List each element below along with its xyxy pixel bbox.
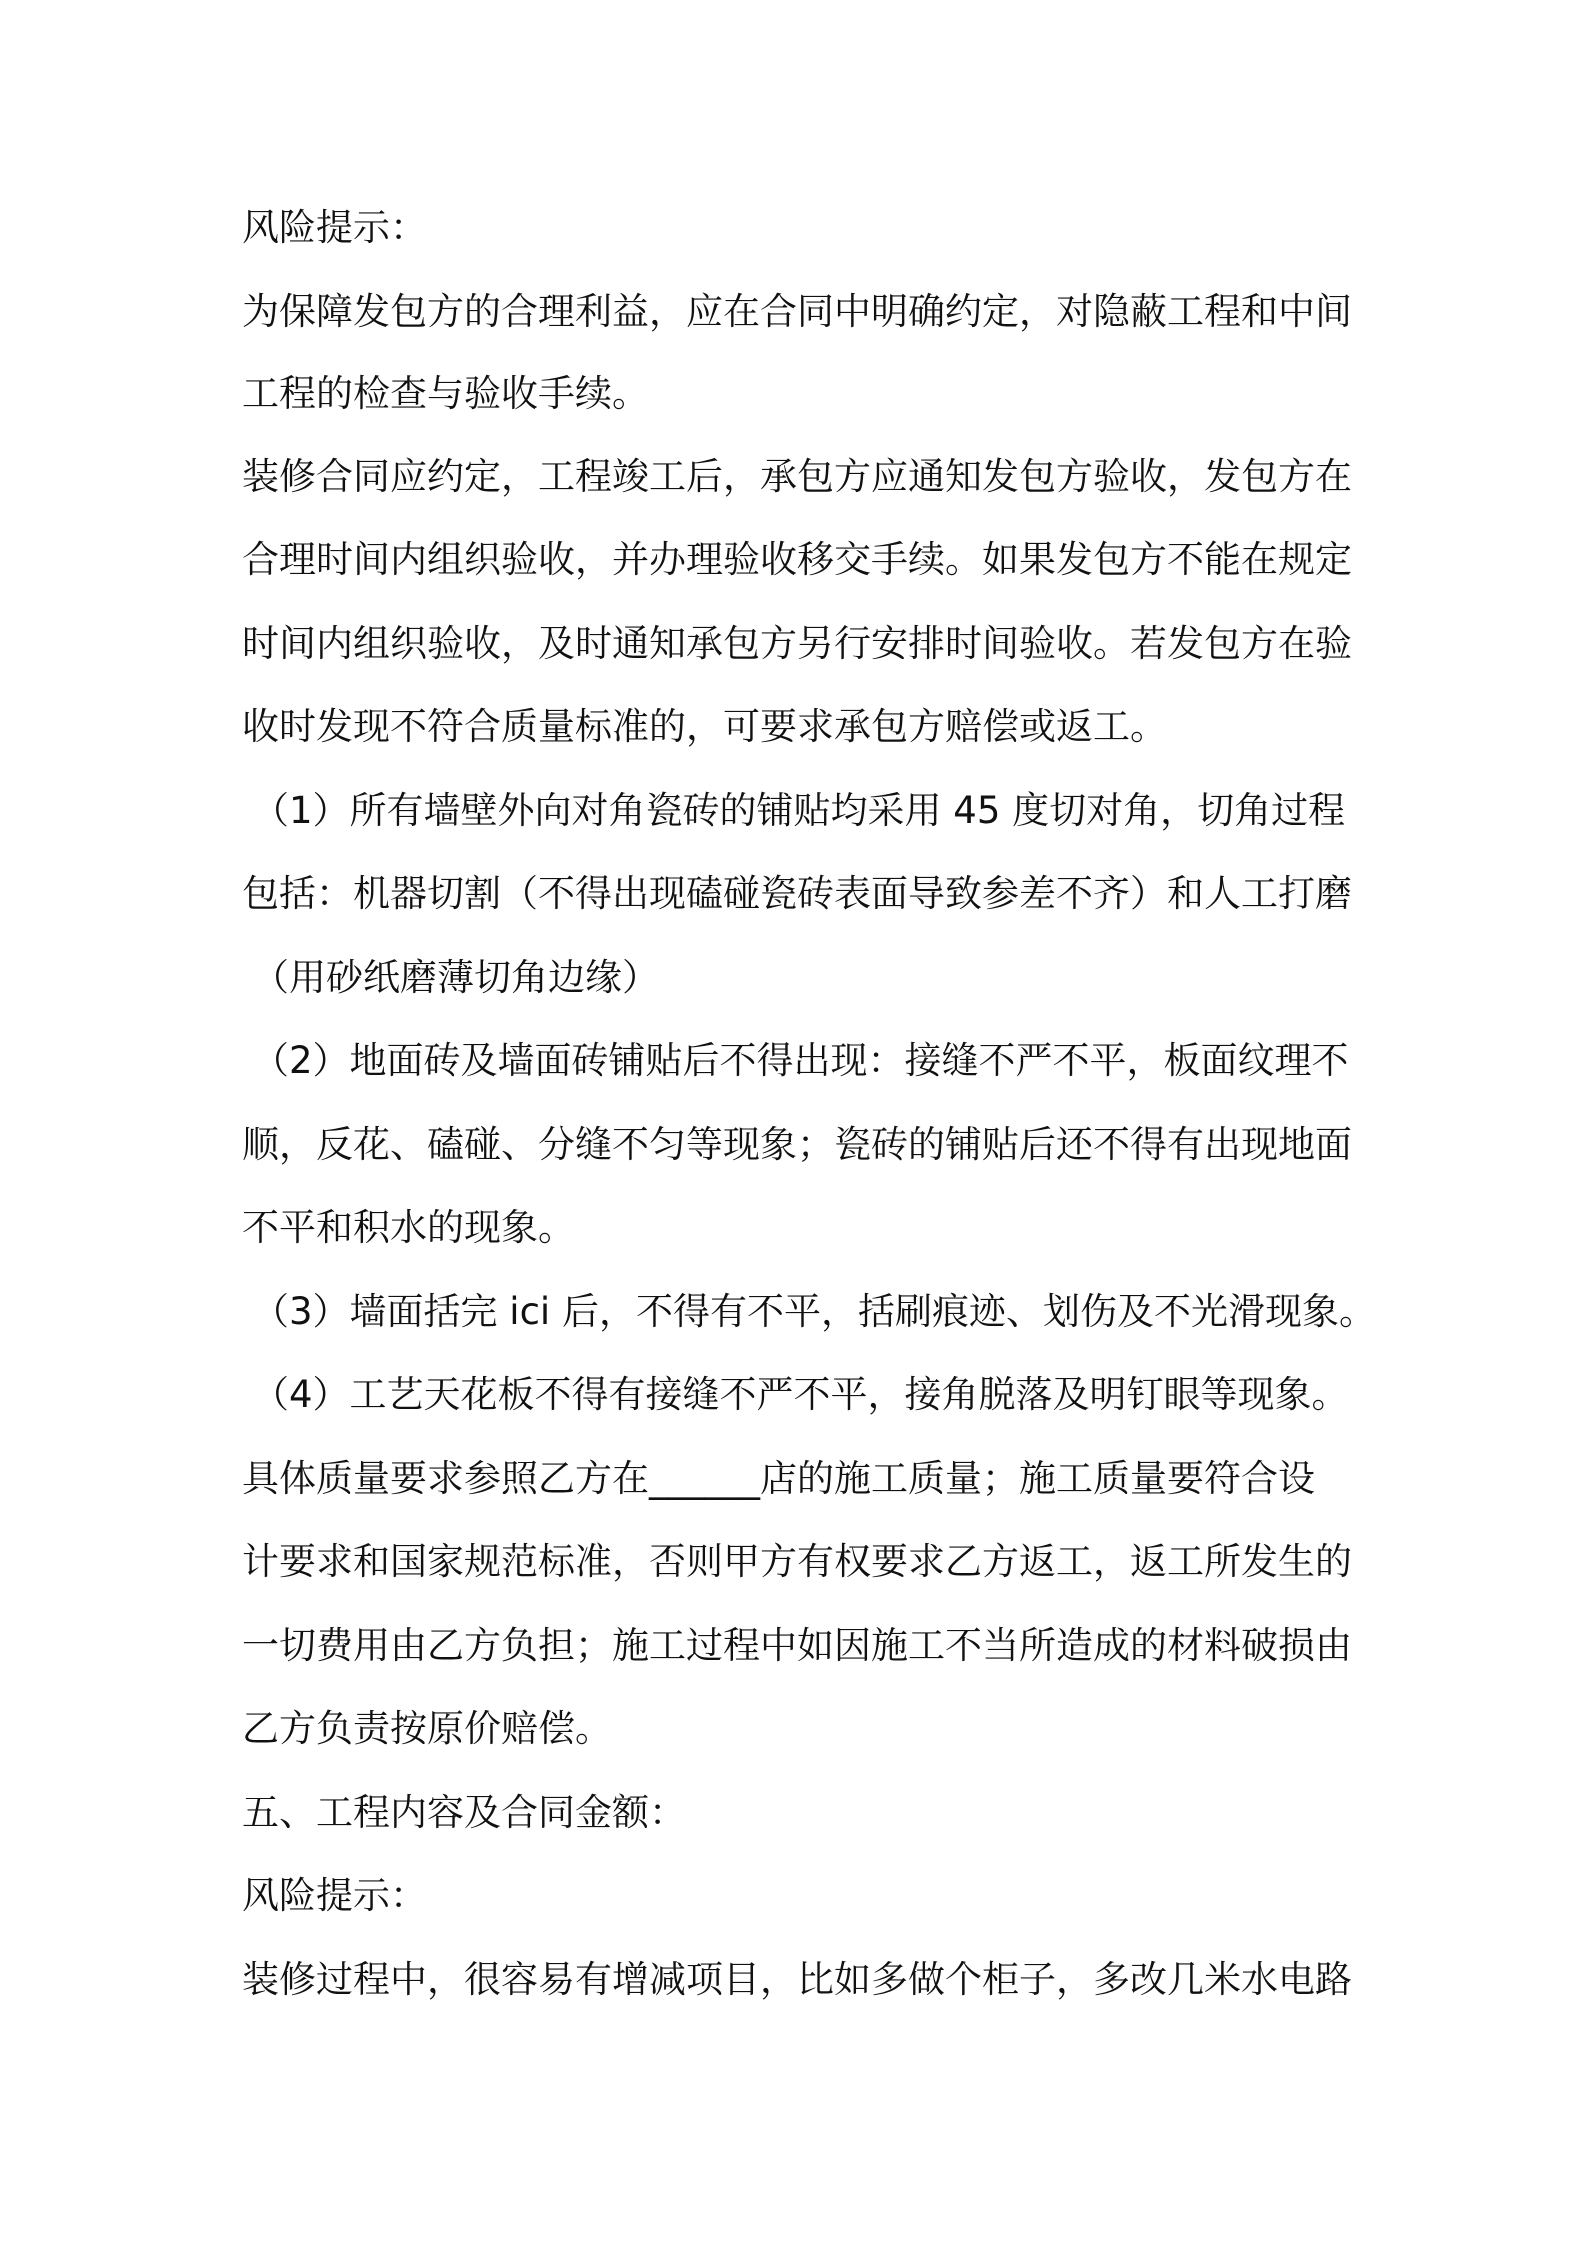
- list-item-line: 不平和积水的现象。: [242, 1206, 575, 1249]
- paragraph-line: 装修合同应约定，工程竣工后，承包方应通知发包方验收，发包方在: [242, 455, 1352, 498]
- list-item-line: 包括：机器切割（不得出现磕碰瓷砖表面导致参差不齐）和人工打磨: [242, 872, 1352, 915]
- paragraph-line: 装修过程中，很容易有增减项目，比如多做个柜子，多改几米水电路: [242, 1958, 1352, 2001]
- list-item-line: 顺，反花、磕碰、分缝不匀等现象；瓷砖的铺贴后还不得有出现地面: [242, 1123, 1352, 1166]
- risk-heading: 风险提示：: [242, 206, 427, 249]
- paragraph-line: 为保障发包方的合理利益，应在合同中明确约定，对隐蔽工程和中间: [242, 290, 1352, 333]
- section-heading: 五、工程内容及合同金额：: [242, 1791, 686, 1834]
- list-item-line: （1）所有墙壁外向对角瓷砖的铺贴均采用 45 度切对角，切角过程: [252, 789, 1346, 832]
- list-item-line: （用砂纸磨薄切角边缘）: [252, 956, 659, 999]
- paragraph-line: 计要求和国家规范标准，否则甲方有权要求乙方返工，返工所发生的: [242, 1540, 1352, 1583]
- paragraph-line: 工程的检查与验收手续。: [242, 372, 649, 415]
- list-item-line: （3）墙面括完 ici 后，不得有不平，括刷痕迹、划伤及不光滑现象。: [252, 1290, 1376, 1333]
- list-item-line: （2）地面砖及墙面砖铺贴后不得出现：接缝不严不平，板面纹理不: [252, 1039, 1349, 1082]
- paragraph-line: 收时发现不符合质量标准的，可要求承包方赔偿或返工。: [242, 705, 1167, 748]
- paragraph-line: 合理时间内组织验收，并办理验收移交手续。如果发包方不能在规定: [242, 538, 1352, 581]
- paragraph-line: 一切费用由乙方负担；施工过程中如因施工不当所造成的材料破损由: [242, 1624, 1352, 1667]
- paragraph-line: 乙方负责按原价赔偿。: [242, 1707, 612, 1750]
- paragraph-line: 具体质量要求参照乙方在______店的施工质量；施工质量要符合设: [242, 1457, 1315, 1500]
- list-item-line: （4）工艺天花板不得有接缝不严不平，接角脱落及明钉眼等现象。: [252, 1373, 1349, 1416]
- paragraph-line: 时间内组织验收，及时通知承包方另行安排时间验收。若发包方在验: [242, 622, 1352, 665]
- risk-heading: 风险提示：: [242, 1874, 427, 1917]
